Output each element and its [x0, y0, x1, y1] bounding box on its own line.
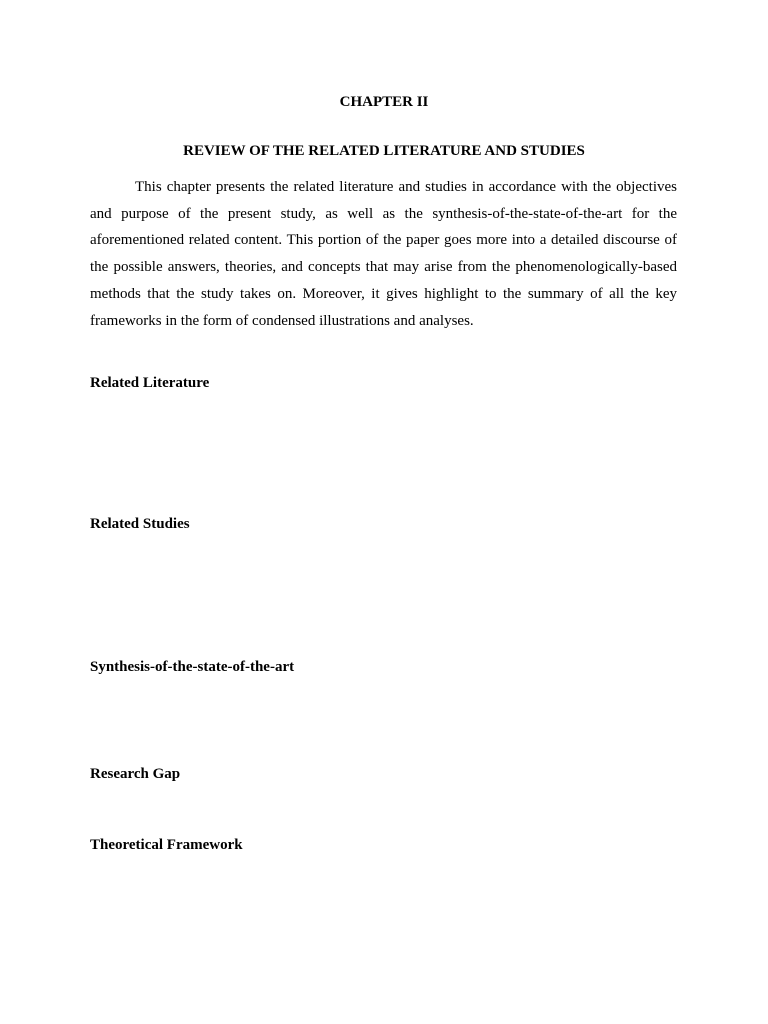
section-heading-related-studies: Related Studies	[90, 516, 190, 532]
chapter-title: REVIEW OF THE RELATED LITERATURE AND STUDIES	[183, 143, 585, 159]
chapter-label: CHAPTER II	[339, 94, 429, 110]
section-heading-research-gap: Research Gap	[90, 766, 181, 782]
section-heading-synthesis: Synthesis-of-the-state-of-the-art	[90, 659, 295, 675]
section-heading-theoretical-framework: Theoretical Framework	[90, 837, 243, 853]
intro-paragraph: This chapter presents the related literature and studies in accordance with the objectives and purpose of the present study, as well as the synthesis-of-the-state-of-the-art for the aforementioned related content. This portion of the paper goes more into a detailed discourse of the possible answers, theories, and concepts that may arise from the phenomenologically-based methods that the study takes on. Moreover, it gives highlight to the summary of all the key frameworks in the form of condensed illustrations and analyses.	[90, 179, 677, 329]
section-heading-related-literature: Related Literature	[90, 375, 210, 391]
